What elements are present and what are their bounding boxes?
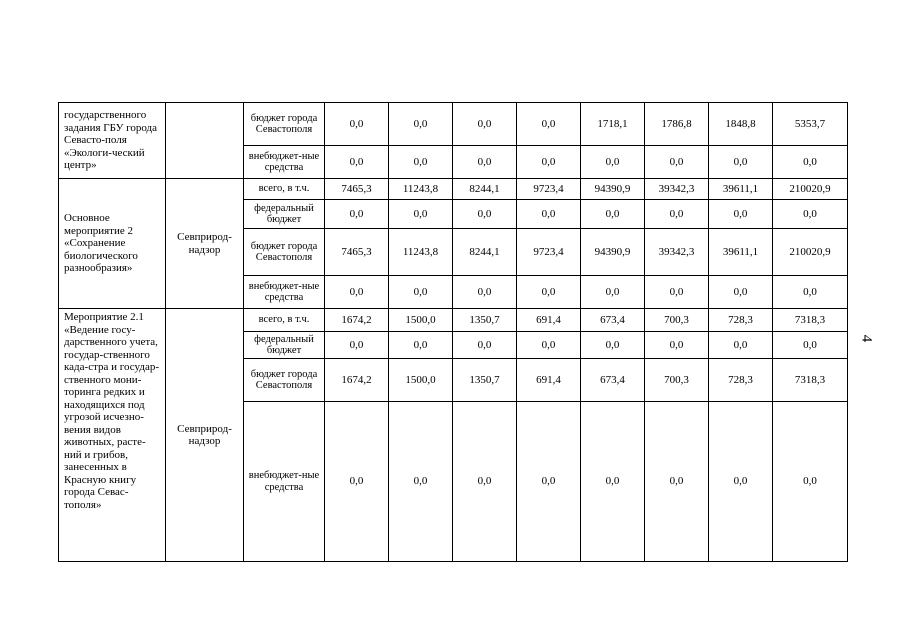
value-cell: 0,0: [453, 146, 517, 179]
value-cell: 0,0: [389, 200, 453, 229]
value-cell: 0,0: [581, 200, 645, 229]
value-cell: 1674,2: [325, 359, 389, 402]
value-cell: 700,3: [645, 359, 709, 402]
value-cell: 0,0: [517, 332, 581, 359]
value-cell: 1786,8: [645, 103, 709, 146]
value-cell: 94390,9: [581, 179, 645, 200]
value-cell: 0,0: [581, 332, 645, 359]
funding-source: всего, в т.ч.: [244, 309, 325, 332]
funding-source: внебюджет-ные средства: [244, 276, 325, 309]
value-cell: 39611,1: [709, 229, 773, 276]
value-cell: 691,4: [517, 359, 581, 402]
value-cell: 0,0: [517, 103, 581, 146]
executor-cell: Севприрод-надзор: [166, 179, 244, 309]
value-cell: 0,0: [645, 402, 709, 562]
value-cell: 8244,1: [453, 229, 517, 276]
value-cell: 1500,0: [389, 359, 453, 402]
value-cell: 0,0: [645, 146, 709, 179]
value-cell: 0,0: [581, 276, 645, 309]
value-cell: 94390,9: [581, 229, 645, 276]
value-cell: 0,0: [709, 402, 773, 562]
value-cell: 0,0: [389, 276, 453, 309]
value-cell: 0,0: [645, 276, 709, 309]
value-cell: 0,0: [325, 146, 389, 179]
value-cell: 11243,8: [389, 229, 453, 276]
value-cell: 7465,3: [325, 229, 389, 276]
value-cell: 210020,9: [773, 179, 848, 200]
value-cell: 1350,7: [453, 359, 517, 402]
value-cell: 39342,3: [645, 229, 709, 276]
table-body: [59, 103, 848, 562]
value-cell: 7318,3: [773, 309, 848, 332]
value-cell: 0,0: [709, 200, 773, 229]
value-cell: 691,4: [517, 309, 581, 332]
value-cell: 0,0: [709, 276, 773, 309]
value-cell: 7465,3: [325, 179, 389, 200]
value-cell: 0,0: [389, 402, 453, 562]
value-cell: 0,0: [389, 103, 453, 146]
table-row: [59, 179, 848, 200]
value-cell: 39342,3: [645, 179, 709, 200]
funding-source: всего, в т.ч.: [244, 179, 325, 200]
funding-table: [58, 102, 848, 562]
funding-source: бюджет города Севастополя: [244, 103, 325, 146]
value-cell: 0,0: [581, 146, 645, 179]
value-cell: 11243,8: [389, 179, 453, 200]
value-cell: 1674,2: [325, 309, 389, 332]
value-cell: 0,0: [517, 402, 581, 562]
value-cell: 700,3: [645, 309, 709, 332]
funding-source: внебюджет-ные средства: [244, 402, 325, 562]
funding-source: бюджет города Севастополя: [244, 359, 325, 402]
value-cell: 7318,3: [773, 359, 848, 402]
value-cell: 0,0: [773, 402, 848, 562]
value-cell: 0,0: [453, 402, 517, 562]
activity-name: Основное мероприятие 2 «Сохранение биологического разнообразия»: [59, 179, 166, 309]
value-cell: 0,0: [773, 146, 848, 179]
value-cell: 0,0: [517, 200, 581, 229]
value-cell: 0,0: [453, 332, 517, 359]
value-cell: 728,3: [709, 309, 773, 332]
value-cell: 0,0: [389, 332, 453, 359]
value-cell: 0,0: [453, 103, 517, 146]
value-cell: 0,0: [325, 276, 389, 309]
value-cell: 0,0: [325, 200, 389, 229]
value-cell: 0,0: [325, 402, 389, 562]
value-cell: 0,0: [389, 146, 453, 179]
activity-name: Мероприятие 2.1 «Ведение госу-дарственного учета, государ-ственного када-стра и государ-ственного мони-торинга редких и находящихся под угрозой исчезно-вения видов животных, расте-ний и грибов, занесенных в Красную книгу города Севас-тополя»: [59, 309, 166, 562]
value-cell: 0,0: [773, 276, 848, 309]
value-cell: 0,0: [709, 332, 773, 359]
value-cell: 0,0: [773, 332, 848, 359]
value-cell: 0,0: [645, 332, 709, 359]
funding-source: федеральный бюджет: [244, 332, 325, 359]
executor-cell: Севприрод-надзор: [166, 309, 244, 562]
value-cell: 1848,8: [709, 103, 773, 146]
value-cell: 673,4: [581, 359, 645, 402]
value-cell: 0,0: [581, 402, 645, 562]
value-cell: 0,0: [773, 200, 848, 229]
value-cell: 0,0: [325, 103, 389, 146]
value-cell: 210020,9: [773, 229, 848, 276]
value-cell: 39611,1: [709, 179, 773, 200]
value-cell: 5353,7: [773, 103, 848, 146]
value-cell: 1350,7: [453, 309, 517, 332]
funding-source: бюджет города Севастополя: [244, 229, 325, 276]
table-row: [59, 103, 848, 146]
value-cell: 8244,1: [453, 179, 517, 200]
value-cell: 728,3: [709, 359, 773, 402]
value-cell: 0,0: [709, 146, 773, 179]
funding-source: федеральный бюджет: [244, 200, 325, 229]
value-cell: 0,0: [453, 276, 517, 309]
value-cell: 673,4: [581, 309, 645, 332]
value-cell: 9723,4: [517, 229, 581, 276]
value-cell: 0,0: [645, 200, 709, 229]
value-cell: 0,0: [325, 332, 389, 359]
page-number: 4: [858, 334, 875, 343]
value-cell: 0,0: [517, 146, 581, 179]
value-cell: 1500,0: [389, 309, 453, 332]
activity-name: государственного задания ГБУ города Севасто-поля «Экологи-ческий центр»: [59, 103, 166, 179]
table-row: [59, 309, 848, 332]
executor-cell: [166, 103, 244, 179]
value-cell: 0,0: [453, 200, 517, 229]
value-cell: 9723,4: [517, 179, 581, 200]
funding-source: внебюджет-ные средства: [244, 146, 325, 179]
value-cell: 0,0: [517, 276, 581, 309]
value-cell: 1718,1: [581, 103, 645, 146]
